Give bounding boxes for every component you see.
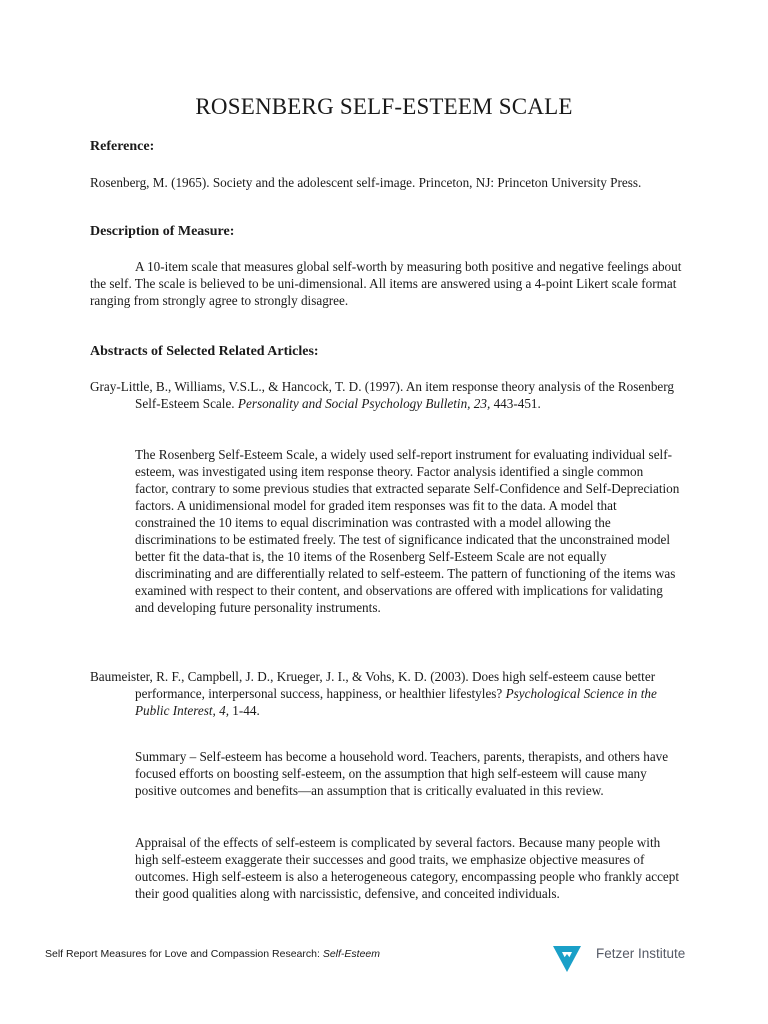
article-2-summary: Summary – Self-esteem has become a household word. Teachers, parents, therapists, and others have focused efforts on boosting self-esteem, on the assumption that high self-esteem will cause many positive outcomes and benefits—an assumption that is critically evaluated in this review. xyxy=(135,749,669,798)
footer-series-label xyxy=(45,948,380,960)
article-1-abstract: The Rosenberg Self-Esteem Scale, a widely used self-report instrument for evaluating individual self-esteem, was investigated using item response theory. Factor analysis identified a single common factor, contrary to some previous studies that extracted separate Self-Confidence and Self-Depreciation factors. A unidimensional model for graded item responses was fit to the data. A model that constrained the 10 items to equal discrimination was contrasted with a model allowing the discriminations to be estimated freely. The test of significance indicated that the unconstrained model better fit the data-that is, the 10 items of the Rosenberg Self-Esteem Scale are not equally discriminating and are differentially related to self-esteem. The pattern of functioning of the items was examined with respect to their content, and observations are offered with implications for validating and developing future personality instruments. xyxy=(135,447,680,615)
article-1-journal: Personality and Social Psychology Bulletin, 23, xyxy=(237,396,491,411)
article-2-pages: 1-44. xyxy=(229,703,260,718)
abstracts-heading: Abstracts of Selected Related Articles: xyxy=(90,344,319,359)
article-1-pages: 443-451. xyxy=(490,396,541,411)
reference-heading: Reference: xyxy=(90,139,155,154)
footer-series-text: Self Report Measures for Love and Compassion Research: xyxy=(45,948,323,960)
article-2-citation-text: Baumeister, R. F., Campbell, J. D., Krueger, J. I., & Vohs, K. D. (2003). Does high self-esteem cause better performance, interpersonal success, happiness, or healthier lifestyles? xyxy=(90,669,656,701)
article-1-citation xyxy=(90,378,690,412)
footer-logo-text: Fetzer Institute xyxy=(596,946,686,961)
article-2-appraisal: Appraisal of the effects of self-esteem is complicated by several factors. Because many people with high self-esteem exaggerate their successes and good traits, we emphasize objective measures of outcomes. High self-esteem is also a heterogeneous category, encompassing people who frankly accept their good qualities along with narcissistic, defensive, and conceited individuals. xyxy=(135,835,680,901)
article-2-journal: Psychological Science in the Public Interest, 4, xyxy=(135,686,657,718)
description-heading: Description of Measure: xyxy=(90,224,235,239)
footer-series-topic: Self-Esteem xyxy=(322,948,380,960)
reference-text: Rosenberg, M. (1965). Society and the adolescent self-image. Princeton, NJ: Princeton University Press. xyxy=(90,175,642,190)
article-2-citation xyxy=(90,668,690,719)
article-1-citation-text: Gray-Little, B., Williams, V.S.L., & Hancock, T. D. (1997). An item response theory analysis of the Rosenberg Self-Esteem Scale. xyxy=(90,379,675,411)
description-text: A 10-item scale that measures global self-worth by measuring both positive and negative feelings about the self. The scale is believed to be uni-dimensional. All items are answered using a 4-point Likert scale format ranging from strongly agree to strongly disagree. xyxy=(90,259,682,308)
document-title: ROSENBERG SELF-ESTEEM SCALE xyxy=(195,94,573,119)
